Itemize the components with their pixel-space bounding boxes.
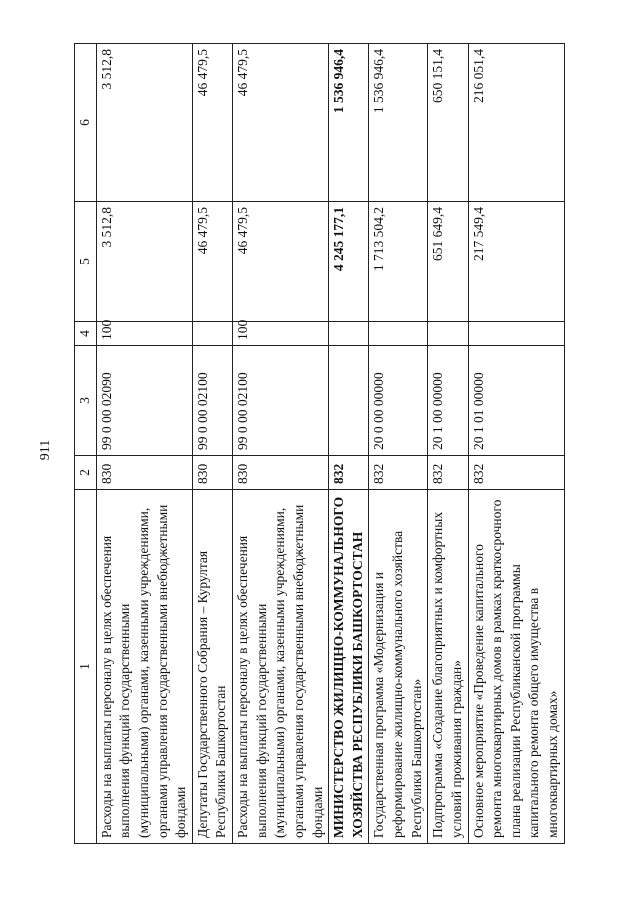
row-value-col5-cell: 46 479,5 xyxy=(233,202,329,322)
column-header: 5 xyxy=(75,202,97,322)
row-code-cell: 830 xyxy=(192,456,232,490)
row-expense-type-cell xyxy=(192,322,232,346)
column-header: 3 xyxy=(75,346,97,456)
row-name-cell: Основное мероприятие «Проведение капитального ремонта многоквартирных домов в рамках краткосрочного плана реализации Республиканской программы капитального ремонта общего имущества в многоквартирных домах» xyxy=(468,490,564,844)
table-row xyxy=(96,44,192,844)
row-value-col6-cell: 1 536 946,4 xyxy=(329,44,369,202)
row-value-col6-cell: 650 151,4 xyxy=(428,44,468,202)
table-row xyxy=(428,44,468,844)
row-expense-type-cell xyxy=(329,322,369,346)
row-target-article-cell: 20 0 00 00000 xyxy=(369,346,428,456)
row-target-article-cell: 99 0 00 02100 xyxy=(192,346,232,456)
row-value-col5-cell: 651 649,4 xyxy=(428,202,468,322)
row-code-cell: 832 xyxy=(369,456,428,490)
table-row xyxy=(468,44,564,844)
row-value-col5-cell: 217 549,4 xyxy=(468,202,564,322)
row-target-article-cell xyxy=(329,346,369,456)
row-code-cell: 832 xyxy=(468,456,564,490)
row-value-col5-cell: 1 713 504,2 xyxy=(369,202,428,322)
page-number: 911 xyxy=(38,439,54,461)
row-expense-type-cell xyxy=(428,322,468,346)
column-header: 6 xyxy=(75,44,97,202)
column-header: 2 xyxy=(75,456,97,490)
row-name-cell: Государственная программа «Модернизация и реформирование жилищно-коммунального хозяйства Республики Башкортостан» xyxy=(369,490,428,844)
row-value-col5-cell: 46 479,5 xyxy=(192,202,232,322)
row-name-cell: МИНИСТЕРСТВО ЖИЛИЩНО-КОММУНАЛЬНОГО ХОЗЯЙСТВА РЕСПУБЛИКИ БАШКОРТОСТАН xyxy=(329,490,369,844)
row-value-col6-cell: 3 512,8 xyxy=(96,44,192,202)
row-expense-type-cell: 100 xyxy=(96,322,192,346)
row-name-cell: Депутаты Государственного Собрания – Курултая Республики Башкортостан xyxy=(192,490,232,844)
row-code-cell: 832 xyxy=(329,456,369,490)
row-target-article-cell: 20 1 00 00000 xyxy=(428,346,468,456)
table-row xyxy=(233,44,329,844)
column-header: 1 xyxy=(75,490,97,844)
table-row xyxy=(369,44,428,844)
table-container xyxy=(74,44,614,844)
row-value-col6-cell: 46 479,5 xyxy=(233,44,329,202)
row-target-article-cell: 20 1 01 00000 xyxy=(468,346,564,456)
budget-table xyxy=(74,43,565,844)
row-value-col5-cell: 3 512,8 xyxy=(96,202,192,322)
row-code-cell: 830 xyxy=(96,456,192,490)
row-value-col5-cell: 4 245 177,1 xyxy=(329,202,369,322)
row-value-col6-cell: 216 051,4 xyxy=(468,44,564,202)
table-row xyxy=(192,44,232,844)
row-code-cell: 830 xyxy=(233,456,329,490)
row-expense-type-cell: 100 xyxy=(233,322,329,346)
row-target-article-cell: 99 0 00 02100 xyxy=(233,346,329,456)
row-code-cell: 832 xyxy=(428,456,468,490)
column-header: 4 xyxy=(75,322,97,346)
row-expense-type-cell xyxy=(468,322,564,346)
header-row xyxy=(75,44,97,844)
row-name-cell: Подпрограмма «Создание благоприятных и комфортных условий проживания граждан» xyxy=(428,490,468,844)
row-name-cell: Расходы на выплаты персоналу в целях обеспечения выполнения функций государственными (муниципальными) органами, казенными учреждениями, органами управления государственными внебюджетными фондами xyxy=(233,490,329,844)
row-value-col6-cell: 1 536 946,4 xyxy=(369,44,428,202)
row-value-col6-cell: 46 479,5 xyxy=(192,44,232,202)
row-expense-type-cell xyxy=(369,322,428,346)
table-row xyxy=(329,44,369,844)
row-name-cell: Расходы на выплаты персоналу в целях обеспечения выполнения функций государственными (муниципальными) органами, казенными учреждениями, органами управления государственными внебюджетными фондами xyxy=(96,490,192,844)
row-target-article-cell: 99 0 00 02090 xyxy=(96,346,192,456)
